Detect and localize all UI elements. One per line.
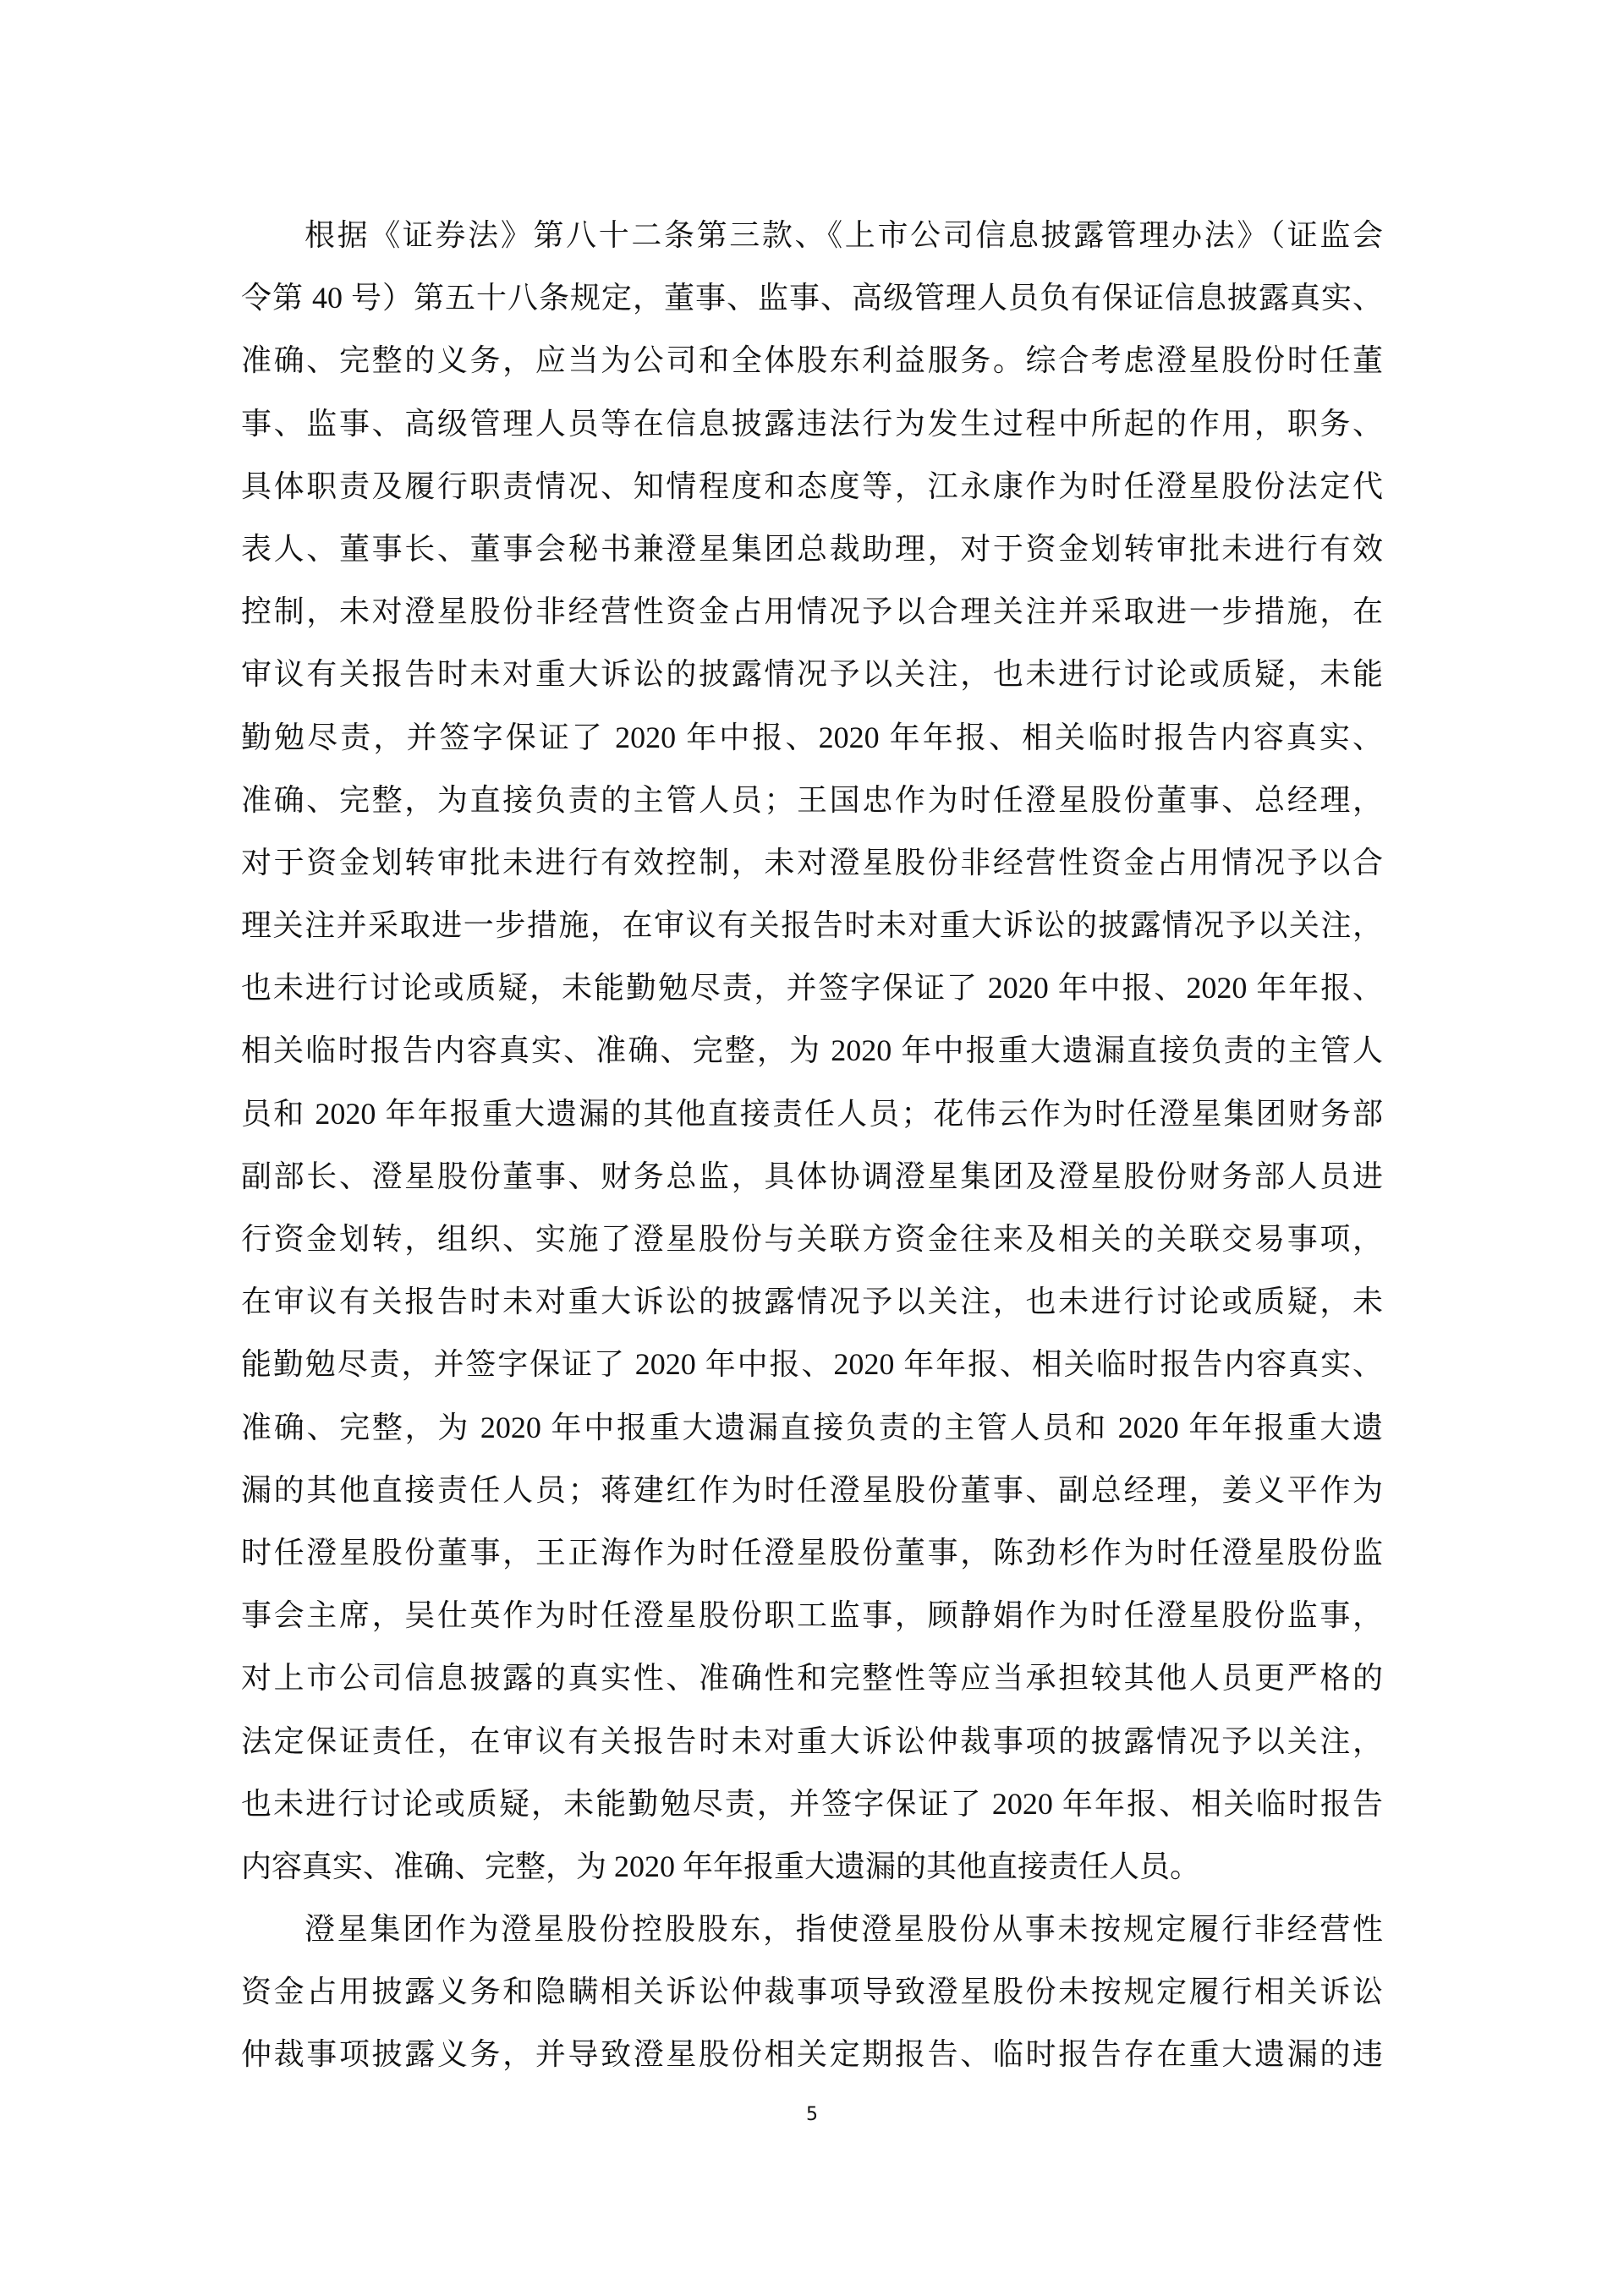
text-line: 勤勉尽责，并签字保证了 2020 年中报、2020 年年报、相关临时报告内容真实、 (241, 720, 1383, 754)
text-line: 在审议有关报告时未对重大诉讼的披露情况予以关注，也未进行讨论或质疑，未 (241, 1285, 1383, 1319)
text-line: 内容真实、准确、完整，为 2020 年年报重大遗漏的其他直接责任人员。 (241, 1849, 1201, 1883)
text-line: 准确、完整，为直接负责的主管人员；王国忠作为时任澄星股份董事、总经理， (241, 782, 1383, 817)
paragraph-2 (241, 1898, 1383, 2086)
text-line: 具体职责及履行职责情况、知情程度和态度等，江永康作为时任澄星股份法定代 (241, 469, 1383, 503)
text-line: 根据《证券法》第八十二条第三款、《上市公司信息披露管理办法》（证监会 (304, 218, 1383, 252)
text-line: 准确、完整，为 2020 年中报重大遗漏直接负责的主管人员和 2020 年年报重大遗 (241, 1410, 1383, 1444)
text-line: 理关注并采取进一步措施，在审议有关报告时未对重大诉讼的披露情况予以关注， (241, 908, 1383, 943)
text-line: 资金占用披露义务和隐瞒相关诉讼仲裁事项导致澄星股份未按规定履行相关诉讼 (241, 1975, 1383, 2009)
text-line: 副部长、澄星股份董事、财务总监，具体协调澄星集团及澄星股份财务部人员进 (241, 1159, 1383, 1193)
text-line: 员和 2020 年年报重大遗漏的其他直接责任人员；花伟云作为时任澄星集团财务部 (241, 1096, 1383, 1131)
text-line: 对上市公司信息披露的真实性、准确性和完整性等应当承担较其他人员更严格的 (241, 1661, 1383, 1696)
text-line: 澄星集团作为澄星股份控股股东，指使澄星股份从事未按规定履行非经营性 (304, 1912, 1383, 1947)
text-line: 事会主席，吴仕英作为时任澄星股份职工监事，顾静娟作为时任澄星股份监事， (241, 1598, 1383, 1633)
text-line: 对于资金划转审批未进行有效控制，未对澄星股份非经营性资金占用情况予以合 (241, 845, 1383, 879)
text-line: 相关临时报告内容真实、准确、完整，为 2020 年中报重大遗漏直接负责的主管人 (241, 1033, 1383, 1068)
text-line: 控制，未对澄星股份非经营性资金占用情况予以合理关注并采取进一步措施，在 (241, 595, 1383, 629)
text-line: 表人、董事长、董事会秘书兼澄星集团总裁助理，对于资金划转审批未进行有效 (241, 531, 1383, 566)
page-number (0, 2104, 1624, 2125)
text-line: 时任澄星股份董事，王正海作为时任澄星股份董事，陈劲杉作为时任澄星股份监 (241, 1535, 1383, 1570)
text-line: 也未进行讨论或质疑，未能勤勉尽责，并签字保证了 2020 年年报、相关临时报告 (241, 1786, 1383, 1821)
text-line: 仲裁事项披露义务，并导致澄星股份相关定期报告、临时报告存在重大遗漏的违 (241, 2037, 1383, 2072)
text-line: 法定保证责任，在审议有关报告时未对重大诉讼仲裁事项的披露情况予以关注， (241, 1723, 1383, 1758)
text-line: 事、监事、高级管理人员等在信息披露违法行为发生过程中所起的作用，职务、 (241, 406, 1383, 441)
text-line: 准确、完整的义务，应当为公司和全体股东利益服务。综合考虑澄星股份时任董 (241, 343, 1383, 378)
text-line: 漏的其他直接责任人员；蒋建红作为时任澄星股份董事、副总经理，姜义平作为 (241, 1472, 1383, 1507)
text-line: 行资金划转，组织、实施了澄星股份与关联方资金往来及相关的关联交易事项， (241, 1222, 1383, 1256)
text-line: 审议有关报告时未对重大诉讼的披露情况予以关注，也未进行讨论或质疑，未能 (241, 657, 1383, 692)
text-line: 能勤勉尽责，并签字保证了 2020 年中报、2020 年年报、相关临时报告内容真实、 (241, 1347, 1383, 1382)
text-line: 也未进行讨论或质疑，未能勤勉尽责，并签字保证了 2020 年中报、2020 年年报、 (241, 971, 1383, 1006)
body-text (241, 204, 1383, 2086)
page-number-label: 5 (806, 2104, 818, 2125)
paragraph-1 (241, 204, 1383, 1898)
text-line: 令第 40 号）第五十八条规定，董事、监事、高级管理人员负有保证信息披露真实、 (241, 281, 1383, 315)
